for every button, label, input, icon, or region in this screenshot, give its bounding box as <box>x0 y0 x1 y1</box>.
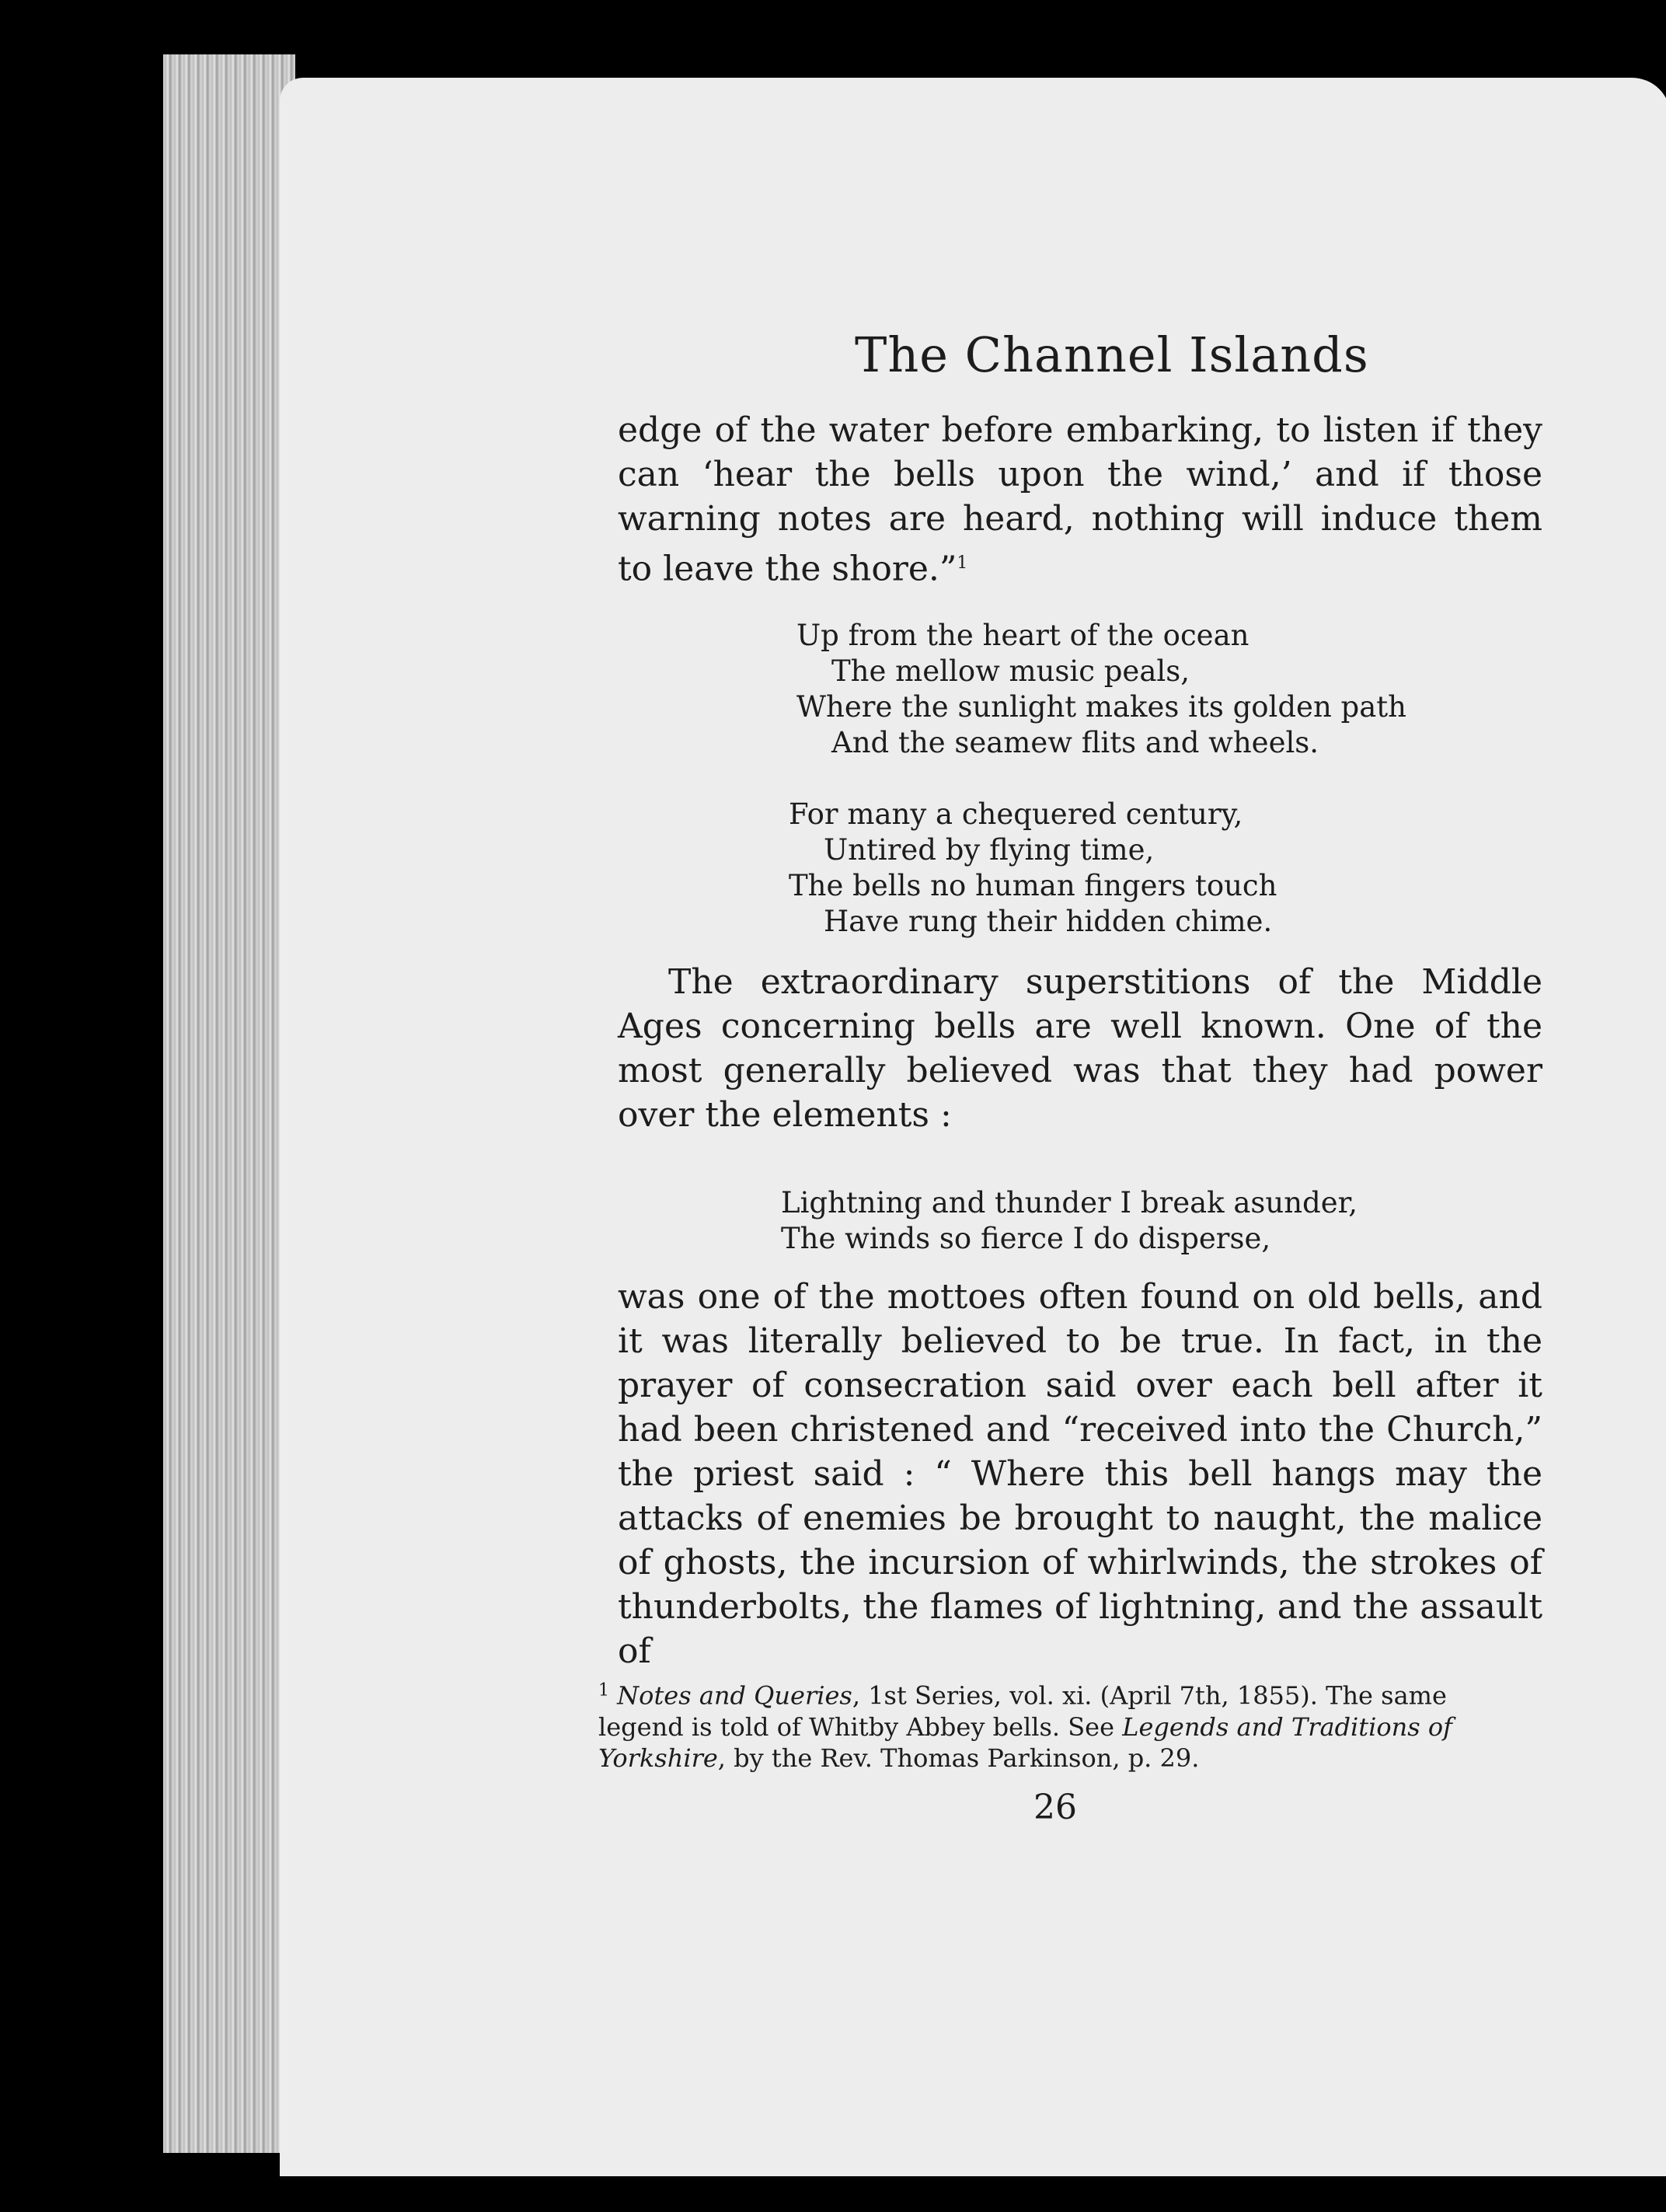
verse-line: Up from the heart of the ocean <box>796 619 1250 652</box>
verse-motto <box>781 1185 1358 1257</box>
verse-stanza-1 <box>796 618 1406 761</box>
page-edges <box>163 54 295 2153</box>
footnote-marker <box>598 1681 617 1711</box>
paragraph-1 <box>618 408 1542 591</box>
paragraph-2: The extraordinary superstitions of the Middle Ages concerning bells are well known. One of the most generally believed was that they had power over the elements : <box>618 962 1542 1135</box>
verse-line: For many a chequered century, <box>789 797 1243 831</box>
footnote-work-title-2: Legends and Traditions of Yorkshire <box>598 1711 1452 1773</box>
footnote <box>598 1675 1500 1774</box>
footnote-text-1: , 1st Series, vol. xi. (April 7th, 1855). The same legend is told of Whitby Abbey bells. See <box>598 1680 1447 1742</box>
verse-line: The winds so fierce I do disperse, <box>781 1222 1271 1255</box>
footnote-work-title-1: Notes and Queries <box>617 1680 852 1711</box>
verse-line: Untired by flying time, <box>824 833 1155 867</box>
footnote-reference: 1 <box>957 553 968 573</box>
paragraph-1-text: edge of the water before embarking, to listen if they can ‘hear the bells upon the wind,’ and if those warning notes are heard, nothing will induce them to leave the shore.” <box>618 410 1542 589</box>
footnote-marker-number: 1 <box>598 1680 609 1700</box>
footnote-text-2: , by the Rev. Thomas Parkinson, p. 29. <box>717 1743 1200 1773</box>
verse-line: Have rung their hidden chime. <box>824 905 1273 938</box>
verse-line: Where the sunlight makes its golden path <box>796 690 1406 724</box>
verse-line: Lightning and thunder I break asunder, <box>781 1186 1358 1219</box>
verse-stanza-2 <box>789 797 1277 940</box>
verse-line: The mellow music peals, <box>831 654 1190 688</box>
page-number: 26 <box>1033 1788 1077 1827</box>
verse-line: The bells no human fingers touch <box>789 869 1277 902</box>
running-head: The Channel Islands <box>855 326 1369 383</box>
paragraph-3: was one of the mottoes often found on old bells, and it was literally believed to be true. In fact, in the prayer of consecration said over each bell after it had been christened and “received into the Church,” the priest said : “ Where this bell hangs may the attacks of enemies be brought to naught, the malice of ghosts, the incursion of whirlwinds, the strokes of thunderbolts, the flames of lightning, and the assault of <box>618 1277 1542 1671</box>
verse-line: And the seamew flits and wheels. <box>831 726 1319 759</box>
